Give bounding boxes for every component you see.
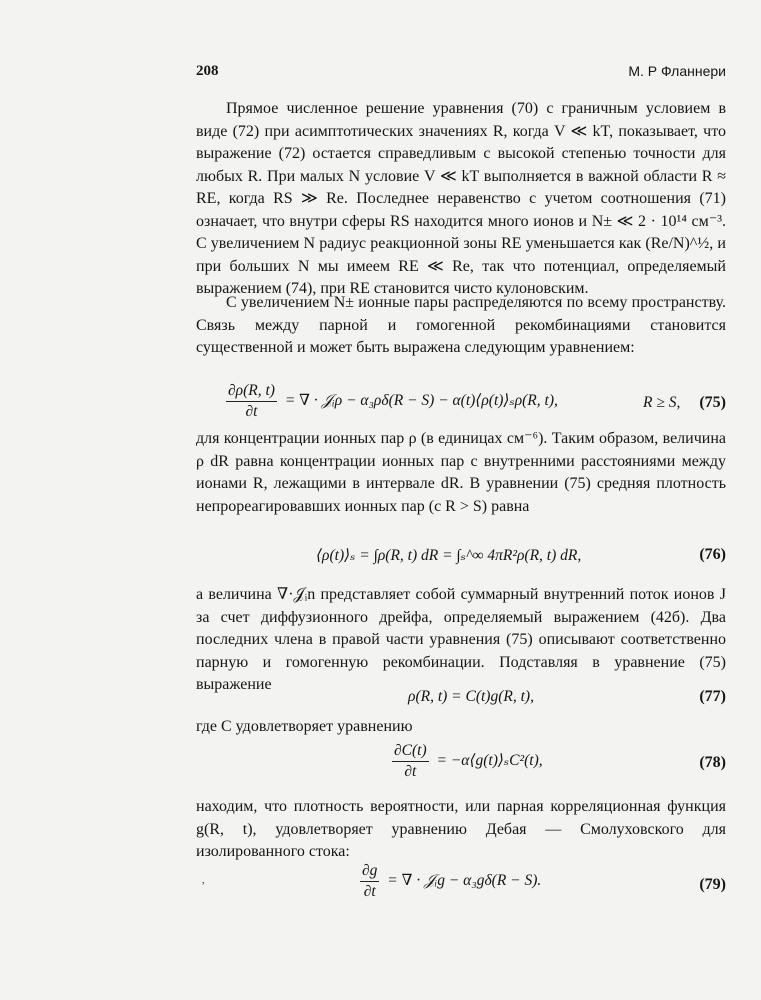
equation-79 (196, 860, 726, 904)
running-head: М. Р Фланнери (628, 63, 726, 79)
equation-75-number: (75) (699, 394, 726, 411)
paragraph-1: Прямое численное решение уравнения (70) с граничным условием в виде (72) при асимптотических значениях R, когда V ≪ kT, показывает, что выражение (72) остается справедливым с высокой степенью точности для любых R. При малых N условие V ≪ kT выполняется в важной области R ≈ RE, когда RS ≫ Re. Последнее неравенство с учетом соотношения (71) означает, что внутри сферы RS находится много ионов и N± ≪ 2 · 10¹⁴ см⁻³. С увеличением N радиус реакционной зоны RE уменьшается как (Re/N)^½, и при больших N мы имеем RE ≪ Re, так что потенциал, определяемый выражением (74), при RE становится чисто кулоновским. (196, 100, 726, 297)
equation-79-body (360, 862, 541, 901)
equation-77-body: ρ(R, t) = C(t)g(R, t), (408, 688, 534, 705)
paragraph-5: где C удовлетворяет уравнению (196, 718, 413, 735)
equation-79-denominator: ∂t (363, 883, 376, 900)
equation-75-body (226, 382, 558, 421)
equation-75 (196, 380, 726, 424)
equation-75-numerator: ∂ρ(R, t) (226, 382, 277, 402)
equation-75-fraction (226, 382, 277, 421)
equation-76-number: (76) (699, 546, 726, 563)
equation-79-fraction (360, 862, 379, 901)
equation-75-rhs: = ∇ · 𝒥ᵢρ − α₃ρδ(R − S) − α(t)⟨ρ(t)⟩ₛρ(R, t), (284, 392, 558, 410)
paragraph-3: для концентрации ионных пар ρ (в единицах см⁻⁶). Таким образом, величина ρ dR равна концентрации ионных пар с внутренними расстояниями между ионами R, лежащими в интервале dR. В уравнении (75) средняя плотность непрореагировавших ионных пар (с R > S) равна (196, 430, 726, 515)
equation-78-denominator: ∂t (404, 763, 417, 780)
equation-76 (196, 536, 726, 580)
print-mark: , (202, 875, 205, 886)
equation-78-number: (78) (699, 754, 726, 771)
equation-78-body (392, 742, 543, 781)
equation-76-body: ⟨ρ(t)⟩ₛ = ∫ρ(R, t) dR = ∫ₛ^∞ 4πR²ρ(R, t) dR, (316, 547, 582, 564)
equation-78-fraction (392, 742, 429, 781)
paragraph-2: С увеличением N± ионные пары распределяются по всему пространству. Связь между парной и гомогенной рекомбинациями становится существенной и может быть выражена следующим уравнением: (196, 294, 726, 356)
equation-78 (196, 738, 726, 782)
equation-78-numerator: ∂C(t) (392, 742, 429, 762)
equation-75-denominator: ∂t (245, 403, 258, 420)
paragraph-4: а величина ∇·𝒥ᵢn представляет собой суммарный внутренний поток ионов J за счет диффузионного дрейфа, определяемый выражением (42б). Два последних члена в правой части уравнения (75) описывают соответственно парную и гомогенную рекомбинации. Подставляя в уравнение (75) выражение (196, 586, 726, 693)
paragraph-6: находим, что плотность вероятности, или парная корреляционная функция g(R, t), удовлетворяет уравнению Дебая — Смолуховского для изолированного стока: (196, 798, 726, 860)
equation-79-rhs: = ∇ · 𝒥ᵢg − α₃gδ(R − S). (387, 872, 542, 890)
equation-79-number: (79) (699, 876, 726, 893)
page-header (196, 63, 726, 85)
equation-77-number: (77) (699, 688, 726, 705)
page-number: 208 (196, 63, 219, 79)
equation-78-rhs: = −α⟨g(t)⟩ₛC²(t), (436, 752, 543, 770)
equation-75-condition: R ≥ S, (643, 394, 681, 411)
equation-79-numerator: ∂g (360, 862, 379, 882)
